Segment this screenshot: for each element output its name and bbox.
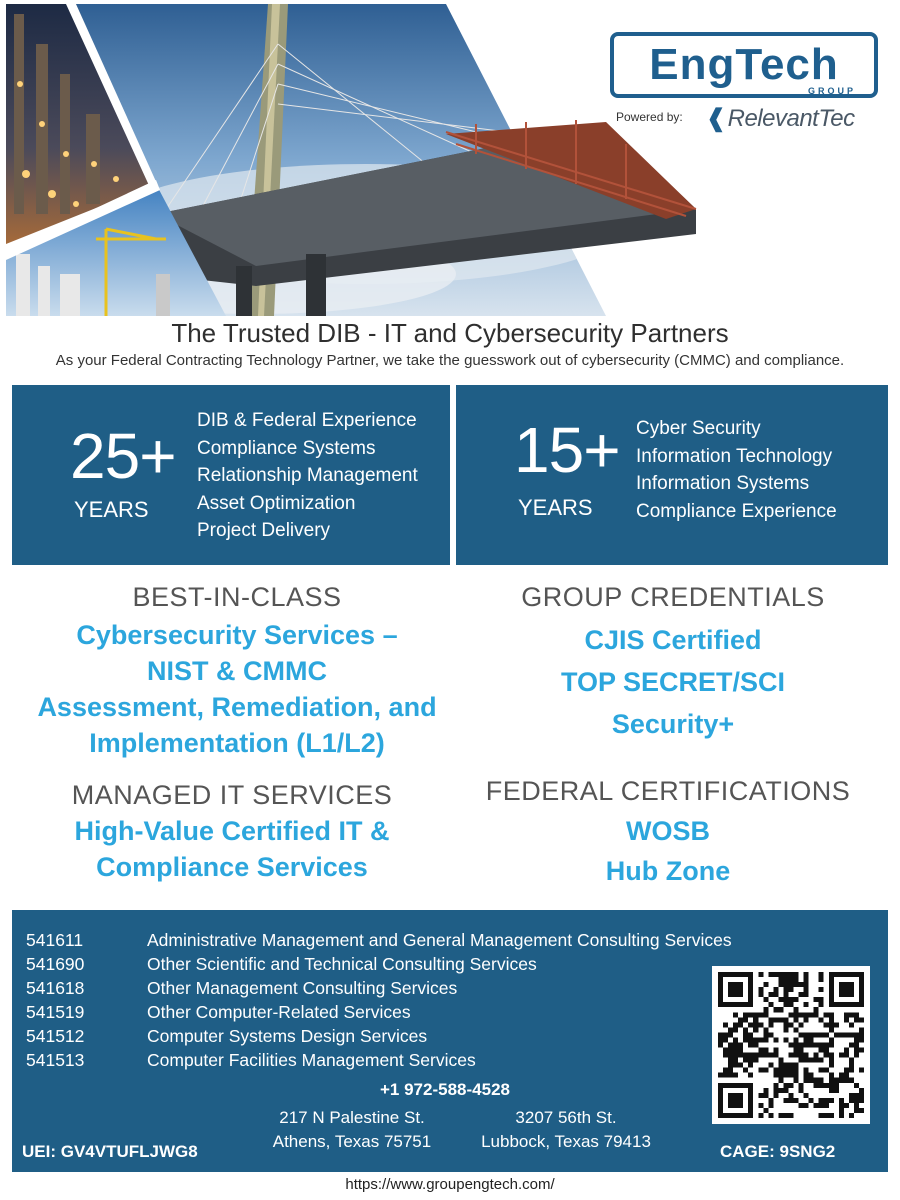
address-line: 217 N Palestine St.	[279, 1108, 425, 1127]
naics-description: Other Management Consulting Services	[147, 978, 458, 998]
list-item: Information Technology	[636, 445, 833, 467]
lubbock-address	[460, 1106, 672, 1154]
naics-contact-panel	[12, 910, 888, 1172]
section-heading: FEDERAL CERTIFICATIONS	[485, 776, 851, 806]
stat-list	[197, 407, 418, 545]
cage-code: CAGE: 9SNG2	[720, 1142, 836, 1161]
hero-banner	[6, 4, 894, 316]
stat-number: 15+	[514, 414, 620, 486]
section-heading: GROUP CREDENTIALS	[521, 582, 825, 612]
naics-code: 541690	[26, 954, 85, 974]
list-item: Information Systems	[636, 473, 810, 494]
section-line: CJIS Certified	[584, 625, 762, 655]
athens-address	[254, 1106, 450, 1154]
address-line: Lubbock, Texas 79413	[481, 1132, 651, 1151]
section-line: Implementation (L1/L2)	[89, 728, 385, 758]
phone-number[interactable]: +1 972-588-4528	[380, 1080, 510, 1099]
federal-certifications-section	[446, 776, 890, 891]
list-item: Project Delivery	[197, 520, 331, 541]
section-line: Compliance Services	[96, 852, 368, 882]
section-line: NIST & CMMC	[147, 656, 327, 686]
relevanttec-logo	[706, 104, 855, 133]
section-line: WOSB	[626, 816, 710, 846]
list-item: Asset Optimization	[197, 492, 356, 514]
naics-code: 541611	[26, 930, 84, 950]
table-row	[26, 952, 732, 976]
table-row	[26, 1024, 732, 1048]
page-title: The Trusted DIB - IT and Cybersecurity Partners	[171, 318, 729, 348]
address-line: 3207 56th St.	[515, 1108, 617, 1127]
stat-unit: YEARS	[518, 495, 593, 520]
section-line: Assessment, Remediation, and	[37, 692, 437, 722]
experience-stat-card	[12, 385, 450, 565]
naics-description: Administrative Management and General Management Consulting Services	[147, 930, 732, 950]
group-credentials-section	[446, 582, 900, 745]
address-line: Athens, Texas 75751	[272, 1132, 432, 1151]
logo-group-label: GROUP	[807, 86, 856, 96]
page-subtitle: As your Federal Contracting Technology Partner, we take the guesswork out of cybersecurity (CMMC) and compliance.	[55, 352, 845, 369]
list-item: Compliance Experience	[636, 500, 837, 522]
naics-description: Other Scientific and Technical Consulting Services	[147, 954, 537, 974]
cyber-stat-card	[456, 385, 888, 565]
naics-code: 541519	[26, 1002, 85, 1022]
section-line: Cybersecurity Services –	[76, 620, 398, 650]
managed-it-section	[0, 780, 464, 885]
section-line: High-Value Certified IT &	[74, 816, 390, 846]
naics-description: Computer Systems Design Services	[147, 1026, 428, 1046]
engtech-logo	[610, 32, 878, 98]
table-row	[26, 1000, 732, 1024]
qr-code-icon[interactable]	[712, 966, 870, 1124]
stat-unit: YEARS	[74, 497, 149, 522]
table-row	[26, 928, 732, 952]
relevanttec-name: RelevantTec	[727, 105, 855, 132]
naics-code: 541618	[26, 978, 85, 998]
relevanttec-x-icon: ❰	[706, 105, 726, 132]
uei-number: UEI: GV4VTUFLJWG8	[22, 1142, 198, 1161]
section-heading: BEST-IN-CLASS	[132, 582, 342, 612]
naics-description: Computer Facilities Management Services	[147, 1050, 476, 1070]
section-line: TOP SECRET/SCI	[560, 667, 786, 697]
section-heading: MANAGED IT SERVICES	[71, 780, 393, 810]
table-row	[26, 976, 732, 1000]
table-row	[26, 1048, 732, 1072]
naics-description: Other Computer-Related Services	[147, 1002, 411, 1022]
list-item: Relationship Management	[197, 465, 418, 486]
naics-code: 541512	[26, 1026, 85, 1046]
website-link[interactable]: https://www.groupengtech.com/	[345, 1176, 555, 1193]
section-line: Hub Zone	[605, 856, 731, 886]
powered-by-label: Powered by:	[616, 110, 683, 124]
naics-code: 541513	[26, 1050, 85, 1070]
best-in-class-section	[0, 582, 474, 761]
list-item: DIB & Federal Experience	[197, 410, 417, 431]
stat-number: 25+	[70, 420, 176, 492]
list-item: Cyber Security	[636, 418, 761, 439]
logo-wordmark: EngTech	[649, 40, 839, 89]
list-item: Compliance Systems	[197, 437, 376, 459]
section-line: Security+	[611, 709, 735, 739]
naics-code-list	[26, 928, 732, 1072]
qr-code-pattern	[718, 972, 864, 1118]
stat-list	[636, 415, 837, 525]
